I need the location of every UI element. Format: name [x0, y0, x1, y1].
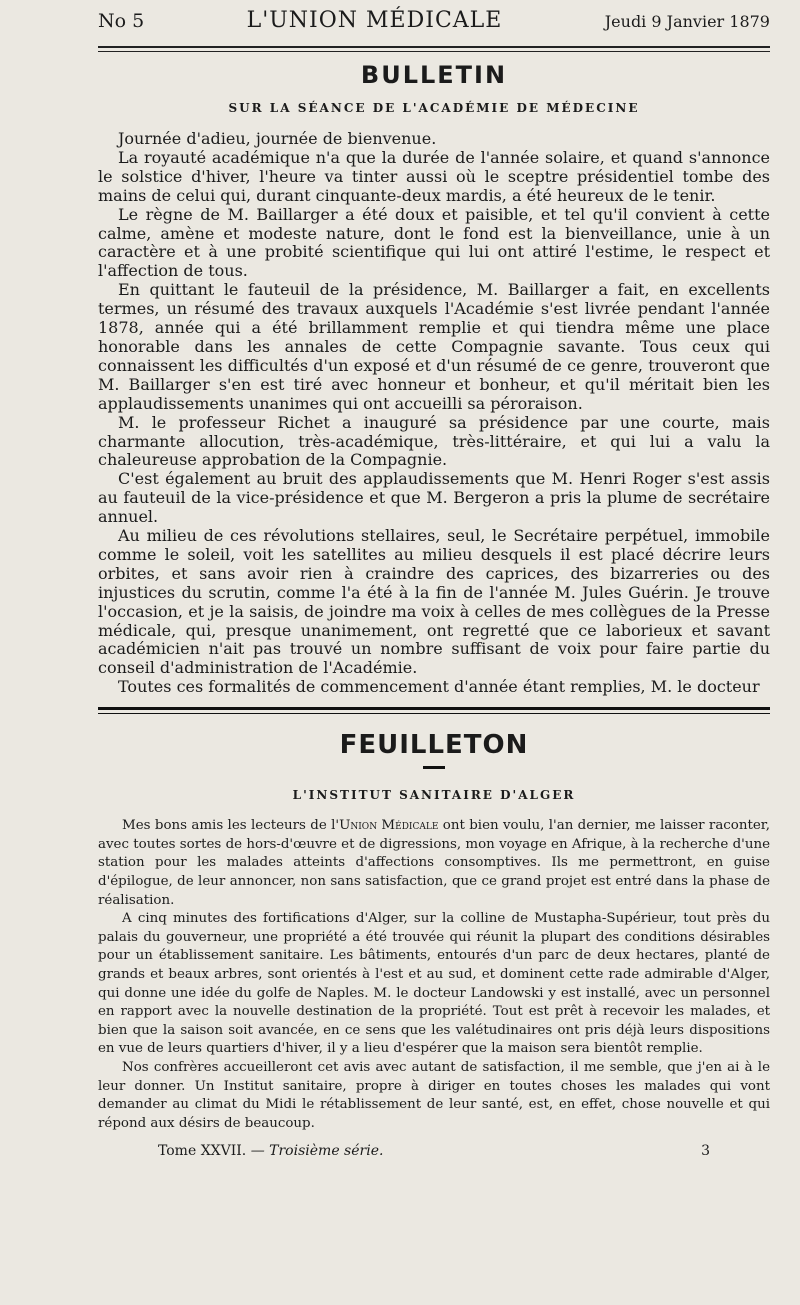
- bulletin-paragraph: Journée d'adieu, journée de bienvenue.: [118, 129, 437, 148]
- page-number: 3: [701, 1143, 710, 1160]
- bulletin-paragraph: La royauté académique n'a que la durée de l'année solaire, et quand s'annonce le solstice d'hiver, l'heure va tinter aussi où le sceptre présidentiel tombe des mains de celui qui, durant cinquante-deux mardis, a été heureux de le tenir.: [98, 147, 770, 205]
- page-header: [98, 6, 770, 36]
- feuilleton-paragraph: Nos confrères accueilleront cet avis avec autant de satisfaction, il me semble, que j'en ai à le leur donner. Un Institut sanitaire, propre à diriger en toutes choses les malades qui vont demander au climat du Midi le rétablissement de leur santé, est, en effet, chose nouvelle et qui répond aux désirs de beaucoup.: [98, 1059, 770, 1131]
- tome-number: Tome XXVII.: [158, 1143, 247, 1160]
- feuilleton-title: FEUILLETON: [339, 730, 529, 761]
- section-divider-thin: [98, 713, 770, 714]
- bulletin-subtitle: SUR LA SÉANCE DE L'ACADÉMIE DE MÉDECINE: [228, 101, 640, 115]
- bulletin-body: [98, 130, 770, 697]
- bulletin-paragraph: C'est également au bruit des applaudissements que M. Henri Roger s'est assis au fauteuil de la vice-présidence et que M. Bergeron a pris la plume de secrétaire annuel.: [98, 469, 770, 527]
- bulletin-paragraph: M. le professeur Richet a inauguré sa présidence par une courte, mais charmante allocution, très-académique, très-littéraire, et qui lui a valu la chaleureuse approbation de la Compagnie.: [98, 412, 770, 470]
- journal-title: L'UNION MÉDICALE: [246, 8, 503, 33]
- title-dash: [423, 766, 445, 769]
- journal-name-inline: Union Médicale: [339, 818, 439, 834]
- feuilleton-subtitle: L'INSTITUT SANITAIRE D'ALGER: [292, 788, 576, 803]
- section-divider: [98, 707, 770, 710]
- feuilleton-body: [98, 817, 770, 1133]
- feuilleton-paragraph: A cinq minutes des fortifications d'Alger, sur la colline de Mustapha-Supérieur, tout près du palais du gouverneur, une propriété a été trouvée qui réunit la plupart des conditions désirables pour un établissement sanitaire. Les bâtiments, entourés d'un parc de deux hectares, planté de grands et beaux arbres, sont orientés à l'est et au sud, et dominent cette rade admirable d'Alger, qui donne une idée du golfe de Naples. M. le docteur Landowski y est installé, avec un personnel en rapport avec la nouvelle destination de la propriété. Tout est prêt à recevoir les malades, et bien que la saison soit avancée, en ce sens que les valétudinaires ont pris déjà leurs dispositions en vue de leurs quartiers d'hiver, il y a lieu d'espérer que la maison sera bientôt remplie.: [98, 911, 770, 1057]
- p1-start: Mes bons amis les lecteurs de l': [122, 818, 340, 834]
- bulletin-paragraph: Toutes ces formalités de commencement d'année étant remplies, M. le docteur: [118, 677, 760, 697]
- bulletin-title: BULLETIN: [360, 61, 508, 89]
- feuilleton-paragraph: [98, 817, 770, 910]
- volume-info: [158, 1143, 383, 1159]
- series-label: — Troisième série.: [250, 1143, 384, 1160]
- page-footer: [98, 1143, 770, 1159]
- bulletin-paragraph: Au milieu de ces révolutions stellaires, seul, le Secrétaire perpétuel, immobile comme le soleil, voit les satellites au milieu desquels il est placé décrire leurs orbites, et sans avoir rien à craindre des caprices, des bizarreries ou des injustices du scrutin, comme l'a été à la fin de l'année M. Jules Guérin. Je trouve l'occasion, et je la saisis, de joindre ma voix à celles de mes collègues de la Presse médicale, qui, presque unanimement, ont regretté que ce laborieux et savant académicien n'ait pas trouvé un nombre suffisant de voix pour faire partie du conseil d'administration de l'Académie.: [98, 526, 770, 678]
- issue-date: Jeudi 9 Janvier 1879: [604, 12, 770, 31]
- p1-end: ont bien voulu, l'an dernier, me laisser raconter, avec toutes sortes de hors-d'œuvre et de digressions, mon voyage en Afrique, à la recherche d'une station pour les malades atteints d'affections consomptives. Ils me permettront, en guise d'épilogue, de leur annoncer, non sans satisfaction, que ce grand projet est entré dans la phase de réalisation.: [98, 818, 770, 908]
- issue-number: No 5: [98, 10, 145, 32]
- bulletin-paragraph: Le règne de M. Baillarger a été doux et paisible, et tel qu'il convient à cette calme, amène et modeste nature, dont le fond est la bienveillance, unie à un caractère et à une probité scientifique qui lui ont attiré l'estime, le respect et l'affection de tous.: [98, 204, 770, 281]
- header-rule: [98, 46, 770, 52]
- bulletin-paragraph: En quittant le fauteuil de la présidence, M. Baillarger a fait, en excellents termes, un résumé des travaux auxquels l'Académie s'est livrée pendant l'année 1878, année qui a été brillamment remplie et qui tiendra même une place honorable dans les annales de cette Compagnie savante. Tous ceux qui connaissent les difficultés d'un exposé et d'un résumé de ce genre, trouveront que M. Baillarger s'en est tiré avec honneur et bonheur, et qu'il méritait bien les applaudissements unanimes qui ont accueilli sa péroraison.: [98, 280, 770, 413]
